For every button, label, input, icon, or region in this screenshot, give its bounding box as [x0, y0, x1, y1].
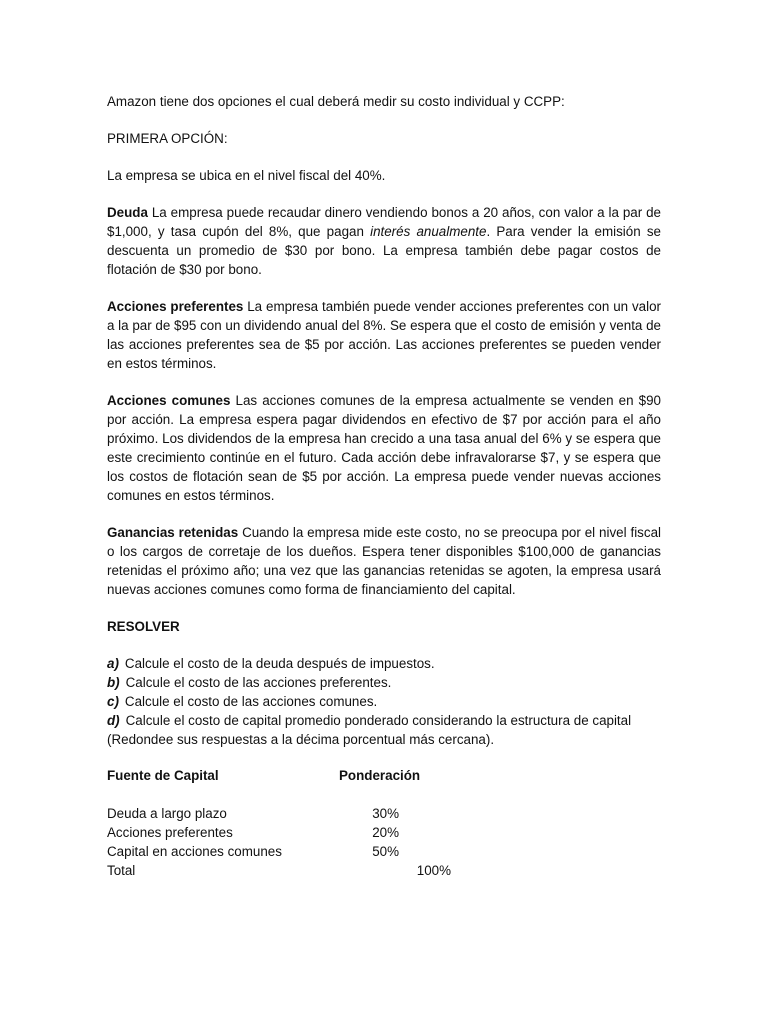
row-source: Acciones preferentes [107, 825, 233, 840]
questions-list [107, 654, 661, 749]
deuda-text-italic: interés anualmente [370, 224, 487, 239]
retenidas-paragraph [107, 523, 661, 599]
deuda-text-a: La empresa puede recaudar dinero vendiendo bonos a 20 años, con valor a la par de $1,000, y tasa cupón del 8%, que pagan [107, 205, 661, 239]
row-weight: 50% [372, 844, 399, 859]
question-b-label: b) [107, 675, 120, 690]
table-row [107, 842, 661, 861]
question-d [107, 711, 661, 730]
tax-level-text: La empresa se ubica en el nivel fiscal del 40%. [107, 168, 386, 183]
preferentes-paragraph [107, 297, 661, 373]
question-c-text: Calcule el costo de las acciones comunes. [124, 694, 378, 709]
document-body [107, 92, 661, 880]
total-value: 100% [416, 863, 451, 878]
question-c [107, 692, 661, 711]
question-b [107, 673, 661, 692]
row-weight: 30% [372, 806, 399, 821]
comunes-paragraph [107, 391, 661, 505]
question-c-label: c) [107, 694, 119, 709]
table-row [107, 804, 661, 823]
row-source: Deuda a largo plazo [107, 806, 227, 821]
retenidas-title: Ganancias retenidas [107, 525, 239, 540]
table-total-row [107, 861, 661, 880]
question-d-label: d) [107, 713, 120, 728]
question-a-text: Calcule el costo de la deuda después de impuestos. [124, 656, 435, 671]
rounding-note: (Redondee sus respuestas a la décima porcentual más cercana). [107, 732, 495, 747]
row-weight: 20% [372, 825, 399, 840]
preferentes-text: La empresa también puede vender acciones preferentes con un valor a la par de $95 con un dividendo anual del 8%. Se espera que el costo de emisión y venta de las acciones preferentes sea de $5 por acción. Las acciones preferentes se pueden vender en estos términos. [107, 299, 661, 371]
question-d-text: Calcule el costo de capital promedio ponderado considerando la estructura de capital [125, 713, 632, 728]
capital-table-header [107, 766, 661, 785]
header-source: Fuente de Capital [107, 768, 219, 783]
intro-text: Amazon tiene dos opciones el cual deberá medir su costo individual y CCPP: [107, 94, 565, 109]
comunes-title: Acciones comunes [107, 393, 231, 408]
table-row [107, 823, 661, 842]
retenidas-text: Cuando la empresa mide este costo, no se preocupa por el nivel fiscal o los cargos de corretaje de los dueños. Espera tener disponibles $100,000 de ganancias retenidas el próximo año; una vez que las ganancias retenidas se agoten, la empresa usará nuevas acciones comunes como forma de financiamiento del capital. [107, 525, 661, 597]
row-source: Capital en acciones comunes [107, 844, 282, 859]
deuda-paragraph [107, 203, 661, 279]
total-label: Total [107, 863, 136, 878]
deuda-text-b: . Para vender la emisión se descuenta un promedio de $30 por bono. La empresa también debe pagar costos de flotación de $30 por bono. [107, 224, 661, 277]
resolver-label: RESOLVER [107, 619, 180, 634]
resolver-heading [107, 617, 661, 636]
question-b-text: Calcule el costo de las acciones preferentes. [125, 675, 392, 690]
comunes-text: Las acciones comunes de la empresa actualmente se venden en $90 por acción. La empresa espera pagar dividendos en efectivo de $7 por acción para el año próximo. Los dividendos de la empresa han crecido a una tasa anual del 6% y se espera que este crecimiento continúe en el futuro. Cada acción debe infravalorarse $7, y se espera que los costos de flotación sean de $5 por acción. La empresa puede vender nuevas acciones comunes en estos términos. [107, 393, 662, 503]
option-heading: PRIMERA OPCIÓN: [107, 131, 228, 146]
header-weight: Ponderación [339, 768, 421, 783]
preferentes-title: Acciones preferentes [107, 299, 244, 314]
question-a [107, 654, 661, 673]
deuda-title: Deuda [107, 205, 148, 220]
question-a-label: a) [107, 656, 119, 671]
